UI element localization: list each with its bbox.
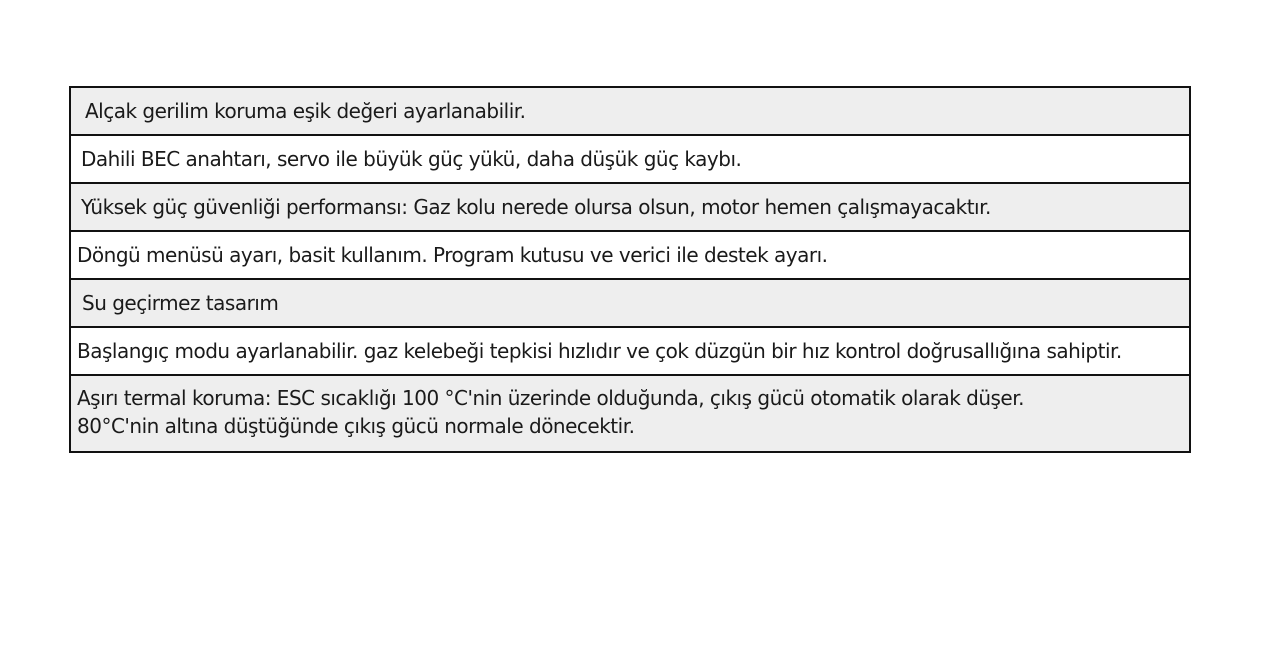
feature-row-waterproof <box>71 278 1189 326</box>
feature-row-safety <box>71 182 1189 230</box>
feature-text: Dahili BEC anahtarı, servo ile büyük güç yükü, daha düşük güç kaybı. <box>81 147 742 171</box>
feature-table <box>69 86 1191 453</box>
feature-text: Yüksek güç güvenliği performansı: Gaz kolu nerede olursa olsun, motor hemen çalışmayacaktır. <box>81 195 991 219</box>
feature-text: Alçak gerilim koruma eşik değeri ayarlanabilir. <box>85 99 526 123</box>
feature-row-menu <box>71 230 1189 278</box>
feature-row-thermal <box>71 374 1189 451</box>
feature-row-low-voltage <box>71 88 1189 134</box>
feature-text: Su geçirmez tasarım <box>82 291 279 315</box>
feature-text: Döngü menüsü ayarı, basit kullanım. Program kutusu ve verici ile destek ayarı. <box>77 243 828 267</box>
feature-row-bec <box>71 134 1189 182</box>
feature-text: Aşırı termal koruma: ESC sıcaklığı 100 °C'nin üzerinde olduğunda, çıkış gücü otomatik olarak düşer. 80°C'nin altına düştüğünde çıkış gücü normale dönecektir. <box>77 386 1024 438</box>
feature-row-start-mode <box>71 326 1189 374</box>
feature-text: Başlangıç modu ayarlanabilir. gaz kelebeği tepkisi hızlıdır ve çok düzgün bir hız kontrol doğrusallığına sahiptir. <box>77 339 1122 363</box>
